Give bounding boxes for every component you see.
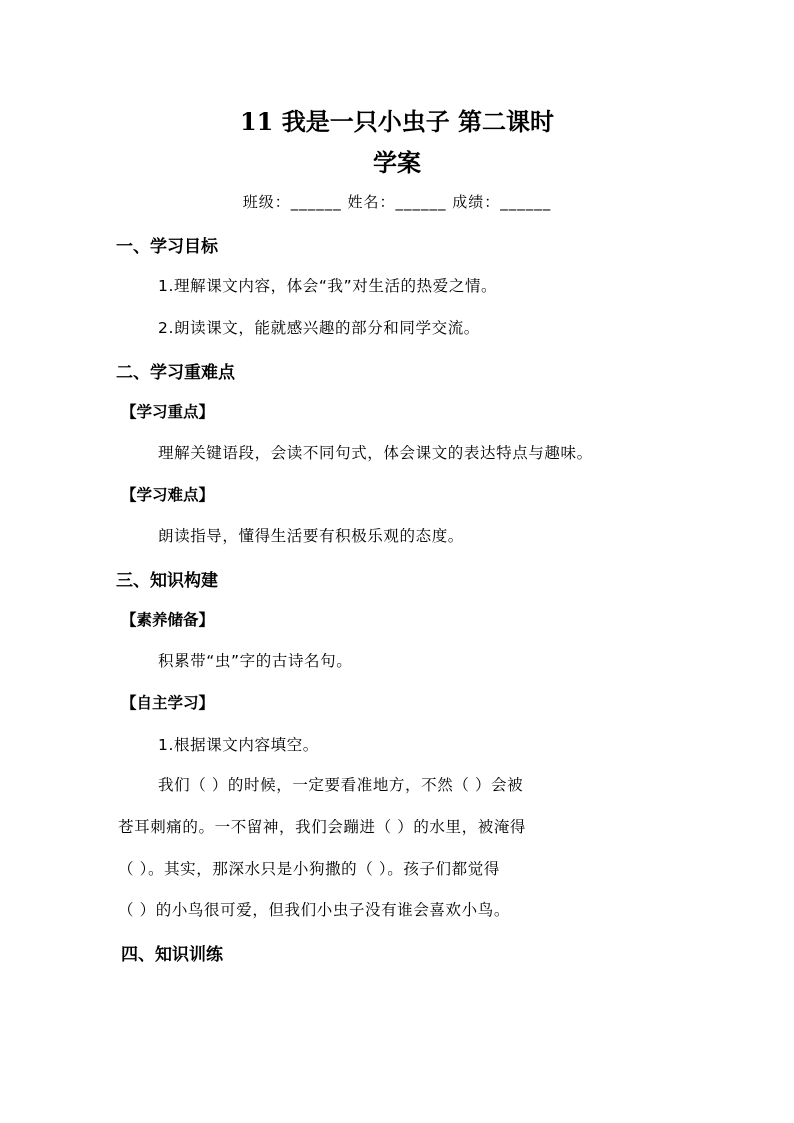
difficulty-text: 朗读指导，懂得生活要有积极乐观的态度。 (158, 527, 464, 545)
subheading-key-point: 【学习重点】 (121, 403, 215, 421)
goal-item-2: 2.朗读课文，能就感兴趣的部分和同学交流。 (158, 319, 480, 337)
fill-blank-line-1: 我们（ ）的时候，一定要看准地方，不然（ ）会被 (158, 776, 524, 794)
goal-item-1: 1.理解课文内容，体会“我”对生活的热爱之情。 (158, 277, 498, 295)
fill-blank-line-2: 苍耳刺痛的。一不留神，我们会蹦进（ ）的水里，被淹得 (118, 818, 527, 836)
fill-blank-line-3: （ ）。其实，那深水只是小狗撒的（ ）。孩子们都觉得 (118, 860, 500, 878)
subheading-self-study: 【自主学习】 (121, 694, 215, 712)
self-study-item-1: 1.根据课文内容填空。 (158, 736, 319, 754)
section-knowledge-training: 四、知识训练 (121, 945, 223, 965)
section-key-points: 二、学习重难点 (116, 363, 235, 383)
fill-blank-line-4: （ ）的小鸟很可爱，但我们小虫子没有谁会喜欢小鸟。 (118, 901, 510, 919)
literacy-prep-text: 积累带“虫”字的古诗名句。 (158, 652, 353, 670)
student-info-line: 班级：______ 姓名：______ 成绩：______ (242, 193, 552, 211)
subheading-literacy-prep: 【素养储备】 (121, 611, 215, 629)
key-point-text: 理解关键语段，会读不同句式，体会课文的表达特点与趣味。 (158, 444, 593, 462)
lesson-title: 11 我是一只小虫子 第二课时 (239, 107, 555, 136)
section-knowledge-building: 三、知识构建 (116, 571, 218, 591)
section-learning-goals: 一、学习目标 (116, 237, 218, 257)
lesson-subtitle: 学案 (373, 148, 421, 177)
subheading-difficulty: 【学习难点】 (121, 486, 215, 504)
